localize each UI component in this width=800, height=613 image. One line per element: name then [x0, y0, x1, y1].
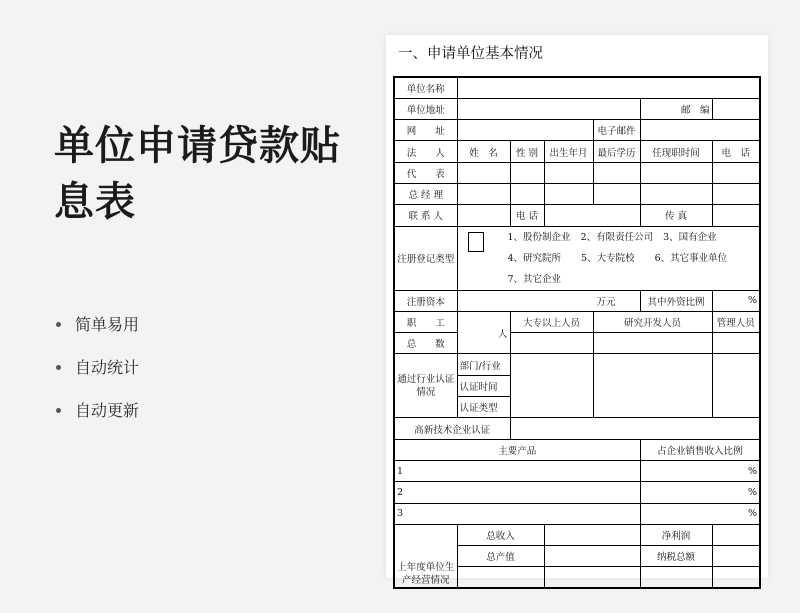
gm-gender[interactable]	[510, 183, 544, 204]
sales-ratio-2[interactable]	[640, 482, 760, 503]
staff-label: 职 工	[394, 311, 457, 332]
fax-label: 传 真	[640, 205, 712, 226]
feature-item	[56, 357, 139, 378]
postcode-label: 邮 编	[640, 98, 712, 119]
extra-field-3[interactable]	[640, 567, 712, 588]
feature-label: 自动更新	[75, 401, 140, 420]
contact-label: 联 系 人	[394, 205, 457, 226]
cert-label: 通过行业认证情况	[394, 354, 457, 418]
phone-label: 电 话	[510, 205, 544, 226]
hitech-label: 高新技术企业认证	[394, 418, 510, 439]
reg-type-checkbox[interactable]	[468, 232, 484, 252]
bullet-dot-icon	[56, 365, 61, 370]
extra-field-1[interactable]	[457, 567, 544, 588]
cert-field-1[interactable]	[510, 354, 593, 418]
last-year-label: 上年度单位生产经营情况	[394, 524, 457, 588]
foreign-ratio-field[interactable]	[712, 290, 760, 311]
gm-position[interactable]	[640, 183, 712, 204]
cert-field-3[interactable]	[712, 354, 760, 418]
mgmt-staff-field[interactable]	[712, 333, 760, 354]
col-birth-header: 出生年月	[544, 141, 593, 162]
tax-total-field[interactable]	[712, 546, 760, 567]
page-title: 单位申请贷款贴息表	[54, 123, 341, 225]
tax-total-label: 纳税总额	[640, 546, 712, 567]
fax-field[interactable]	[712, 205, 760, 226]
legal-rep-label-2: 代 表	[394, 162, 457, 183]
feature-list	[56, 314, 139, 443]
gm-edu[interactable]	[593, 183, 640, 204]
extra-field-4[interactable]	[712, 567, 760, 588]
phone-field[interactable]	[544, 205, 640, 226]
rd-staff-field[interactable]	[593, 333, 712, 354]
legal-rep-gender[interactable]	[510, 162, 544, 183]
product-row-1[interactable]: 1	[394, 460, 640, 481]
reg-option: 1、股份制企业	[507, 231, 571, 243]
bullet-dot-icon	[56, 408, 61, 413]
email-label: 电子邮件	[593, 120, 640, 141]
contact-field[interactable]	[457, 205, 510, 226]
feature-item	[56, 314, 139, 335]
col-name-header: 姓 名	[457, 141, 510, 162]
reg-type-label: 注册登记类型	[394, 226, 457, 290]
legal-rep-phone[interactable]	[712, 162, 760, 183]
gm-birth[interactable]	[544, 183, 593, 204]
cert-type-label: 认证类型	[457, 397, 510, 418]
general-manager-label: 总 经 理	[394, 183, 457, 204]
main-products-header: 主要产品	[394, 439, 640, 460]
rd-staff-header: 研究开发人员	[593, 311, 712, 332]
net-profit-field[interactable]	[712, 524, 760, 545]
legal-rep-edu[interactable]	[593, 162, 640, 183]
col-position-header: 任现职时间	[640, 141, 712, 162]
total-output-label: 总产值	[457, 546, 544, 567]
mgmt-staff-header: 管理人员	[712, 311, 760, 332]
reg-option: 6、其它事业单位	[654, 252, 728, 264]
college-header: 大专以上人员	[510, 311, 593, 332]
unit-address-field[interactable]	[457, 98, 640, 119]
feature-item	[56, 400, 139, 421]
postcode-field[interactable]	[712, 98, 760, 119]
percent-unit: %	[748, 295, 758, 307]
application-form-table	[393, 76, 761, 589]
reg-type-options	[457, 226, 760, 290]
sales-ratio-1[interactable]	[640, 460, 760, 481]
legal-rep-label: 法 人	[394, 141, 457, 162]
percent-unit: %	[748, 486, 758, 498]
reg-option: 3、国有企业	[663, 231, 717, 243]
total-income-label: 总收入	[457, 524, 544, 545]
wan-yuan-unit: 万元	[596, 296, 616, 308]
extra-field-2[interactable]	[544, 567, 640, 588]
bullet-dot-icon	[56, 322, 61, 327]
unit-name-label: 单位名称	[394, 77, 457, 98]
legal-rep-name[interactable]	[457, 162, 510, 183]
unit-name-field[interactable]	[457, 77, 760, 98]
percent-unit: %	[748, 465, 758, 477]
product-row-2[interactable]: 2	[394, 482, 640, 503]
unit-address-label: 单位地址	[394, 98, 457, 119]
cert-field-2[interactable]	[593, 354, 712, 418]
reg-option: 2、有限责任公司	[580, 231, 654, 243]
col-edu-header: 最后学历	[593, 141, 640, 162]
website-field[interactable]	[457, 120, 593, 141]
section-heading: 一、申请单位基本情况	[398, 46, 543, 62]
total-income-field[interactable]	[544, 524, 640, 545]
reg-capital-field[interactable]	[457, 290, 640, 311]
hitech-field[interactable]	[510, 418, 760, 439]
email-field[interactable]	[640, 120, 760, 141]
reg-capital-label: 注册资本	[394, 290, 457, 311]
net-profit-label: 净利润	[640, 524, 712, 545]
col-phone-header: 电 话	[712, 141, 760, 162]
cert-time-label: 认证时间	[457, 375, 510, 396]
total-output-field[interactable]	[544, 546, 640, 567]
feature-label: 简单易用	[75, 315, 140, 334]
col-gender-header: 性 别	[510, 141, 544, 162]
dept-industry-label: 部门/行业	[457, 354, 510, 375]
product-row-3[interactable]: 3	[394, 503, 640, 524]
gm-phone[interactable]	[712, 183, 760, 204]
percent-unit: %	[748, 508, 758, 520]
reg-option: 4、研究院所	[507, 252, 562, 264]
feature-label: 自动统计	[75, 358, 140, 377]
document-preview	[386, 35, 768, 587]
sales-ratio-header: 占企业销售收入比例	[640, 439, 760, 460]
legal-rep-position[interactable]	[640, 162, 712, 183]
reg-option: 5、大专院校	[581, 252, 635, 264]
sales-ratio-3[interactable]	[640, 503, 760, 524]
gm-name[interactable]	[457, 183, 510, 204]
reg-option: 7、其它企业	[507, 273, 562, 285]
foreign-ratio-label: 其中外资比例	[640, 290, 712, 311]
legal-rep-birth[interactable]	[544, 162, 593, 183]
staff-total-field[interactable]	[457, 311, 510, 354]
website-label: 网 址	[394, 120, 457, 141]
person-unit: 人	[497, 328, 508, 340]
staff-label-2: 总 数	[394, 333, 457, 354]
college-field[interactable]	[510, 333, 593, 354]
form-sheet	[393, 76, 761, 587]
